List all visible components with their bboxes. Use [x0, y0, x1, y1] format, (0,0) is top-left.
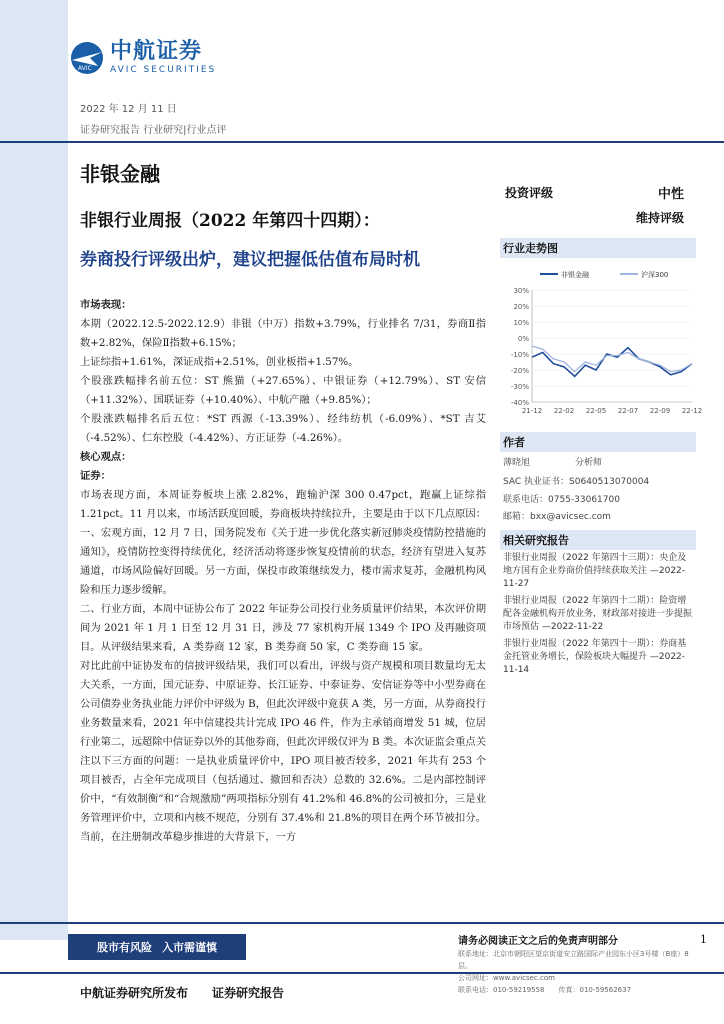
body-paragraph: 市场表现方面，本周证券板块上涨 2.82%，跑输沪深 300 0.47pct，跑赢上证综指 1.21pct。11 月以来，市场活跃度回暖，券商板块持续拉升，主要是由于以下几点原因：一、宏观方面，12 月 7 日，国务院发布《关于进一步优化落实新冠肺炎疫情防控措施的通知》，疫情防控变得持续优化，经济活动将逐步恢复疫情前的状态，经济有望进入复苏通道，市场风险偏好回暖。另一方面，保投市政策继续发力，楼市需求复苏，金融机构风险和压力逐步缓解。: [80, 489, 486, 596]
core-title: 核心观点：: [80, 451, 132, 463]
bottom-rule: [0, 972, 724, 974]
header-rule: [0, 141, 724, 143]
avic-logo-icon: [68, 40, 106, 76]
y-tick-label: -10%: [510, 351, 529, 359]
sector-name: 非银金融: [80, 162, 160, 186]
related-title: 相关研究报告: [500, 530, 696, 550]
report-category: 证券研究报告 行业研究|行业点评: [80, 125, 227, 136]
y-tick-label: 10%: [513, 319, 529, 327]
logo-cn-name: 中航证券: [110, 39, 203, 64]
y-tick-label: 0%: [517, 335, 529, 343]
y-tick-label: 20%: [513, 303, 529, 311]
author-email: 邮箱：bxx@avicsec.com: [503, 512, 611, 522]
market-paragraph: 个股涨跌幅排名前五位：ST 熊猫（+27.65%）、中银证券（+12.79%）、ST 安信（+11.32%）、国联证券（+10.40%）、中航产融（+9.85%）；: [80, 375, 486, 406]
address-line: 联系地址：北京市朝阳区望京街道安立路国际产业园东小区3号楼（B座）8层。: [458, 950, 689, 970]
x-tick-label: 21-12: [521, 407, 543, 415]
trend-chart-svg: [500, 262, 703, 422]
trend-title: 行业走势图: [500, 238, 696, 258]
disclaimer-text: 请务必阅读正文之后的免责声明部分: [458, 936, 618, 947]
related-list: [503, 552, 693, 681]
svg-text:AVIC: AVIC: [78, 65, 92, 72]
market-paragraph: 个股涨跌幅排名后五位：*ST 西源（-13.39%）、经纬纺机（-6.09%）、*ST 吉艾（-4.52%）、仁东控股（-4.42%）、方正证券（-4.26%）。: [80, 413, 486, 444]
rating-value: 中性: [658, 187, 685, 202]
x-tick-label: 22-05: [585, 407, 607, 415]
market-paragraph: 上证综指+1.61%，深证成指+2.51%，创业板指+1.57%。: [80, 356, 359, 368]
rating-label: 投资评级: [505, 186, 554, 200]
report-title: 非银行业周报（2022 年第四十四期）：: [80, 211, 380, 231]
industry-trend-chart: [500, 262, 703, 422]
author-name-line: 薄晓旭 分析师: [503, 458, 603, 468]
page-number: 1: [700, 933, 707, 946]
author-sac: SAC 执业证书：S0640513070004: [503, 477, 650, 487]
risk-warning-box: [68, 934, 246, 960]
x-tick-label: 22-12: [681, 407, 703, 415]
rating-maintain: 维持评级: [636, 211, 685, 225]
author-title: 作者: [500, 432, 696, 452]
related-item[interactable]: 非银行业周报（2022 年第四十二期）：险资增配各金融机构开放业务，财政部对接进一步提振市场预估 —2022-11-22: [503, 596, 693, 632]
related-item[interactable]: 非银行业周报（2022 年第四十一期）：券商基金托管业务增长，保险板块大幅提升 —2022-11-14: [503, 639, 687, 675]
series-line-2: [532, 346, 692, 372]
series-line-1: [532, 348, 692, 377]
main-body: [80, 296, 486, 847]
legend-label: 非银金融: [561, 271, 589, 279]
company-logo: [68, 40, 216, 76]
y-tick-label: -40%: [510, 399, 529, 407]
related-item[interactable]: 非银行业周报（2022 年第四十三期）：央企及地方国有企业券商价值持续获取关注 —2022-11-27: [503, 553, 687, 589]
risk-text: 股市有风险: [97, 941, 152, 954]
website-line[interactable]: 公司网址：www.avicsec.com: [458, 974, 555, 982]
body-paragraph: 二、行业方面，本周中证协公布了 2022 年证券公司投行业务质量评价结果，本次评价期间为 2021 年 1 月 1 日至 12 月 31 日，涉及 77 家机构开展 1349 个 IPO 及再融资项目。从评级结果来看，A 类券商 12 家，B 类券商 50 家，C 类券商 15 家。: [80, 603, 486, 653]
phone-line: 联系电话：010-59219558 传真：010-59562637: [458, 986, 632, 994]
footer-publisher: 中航证券研究所发布 证券研究报告: [80, 986, 285, 1000]
market-title: 市场表现：: [80, 299, 132, 311]
body-paragraph: 对比此前中证协发布的信披评级结果，我们可以看出，评级与资产规模和项目数量均无太大关系，一方面，国元证券、中原证券、长江证券、中泰证券、安信证券等中小型券商在公司债券业务执业能力评价中评级为 B，但此次评级中竟获 A 类，另一方面，从券商投行业务数量来看，2021 年中信建投共计完成 IPO 46 件，作为主承销商增发 51 城，位居行业第二，远超除中信证券以外的其他券商，但此次评级仅评为 B 类。本次证监会重点关注以下三方面的问题：一是执业质量评价中，IPO 项目被否较多，2021 年共有 253 个项目被否，占全年完成项目（包括通过、撤回和否决）总数的 32.6%。二是内部控制评价中，“有效制衡”和“合规激励”两项指标分别有 41.2%和 46.8%的公司被扣分，三是业务管理评价中，立项和内核不规范，分别有 37.4%和 21.8%的项目在两个环节被扣分。当前，在注册制改革稳步推进的大背景下，一方: [80, 660, 486, 843]
market-paragraph: 本期（2022.12.5-2022.12.9）非银（中万）指数+3.79%，行业排名 7/31，券商Ⅱ指数+2.82%，保险Ⅱ指数+6.15%；: [80, 318, 486, 349]
x-tick-label: 22-07: [617, 407, 639, 415]
report-headline: 券商投行评级出炉，建议把握低估值布局时机: [80, 250, 420, 270]
broker-title: 证券：: [80, 470, 111, 482]
y-tick-label: 30%: [513, 287, 529, 295]
report-date: 2022 年 12 月 11 日: [80, 104, 177, 115]
y-tick-label: -30%: [510, 383, 529, 391]
x-tick-label: 22-09: [649, 407, 671, 415]
logo-en-name: AVIC SECURITIES: [110, 65, 217, 75]
footer-rule: [0, 922, 724, 924]
y-tick-label: -20%: [510, 367, 529, 375]
legend-label: 沪深300: [641, 271, 669, 279]
x-tick-label: 22-02: [553, 407, 575, 415]
author-phone: 联系电话：0755-33061700: [503, 495, 620, 505]
risk-text: 入市需谨慎: [162, 941, 217, 954]
